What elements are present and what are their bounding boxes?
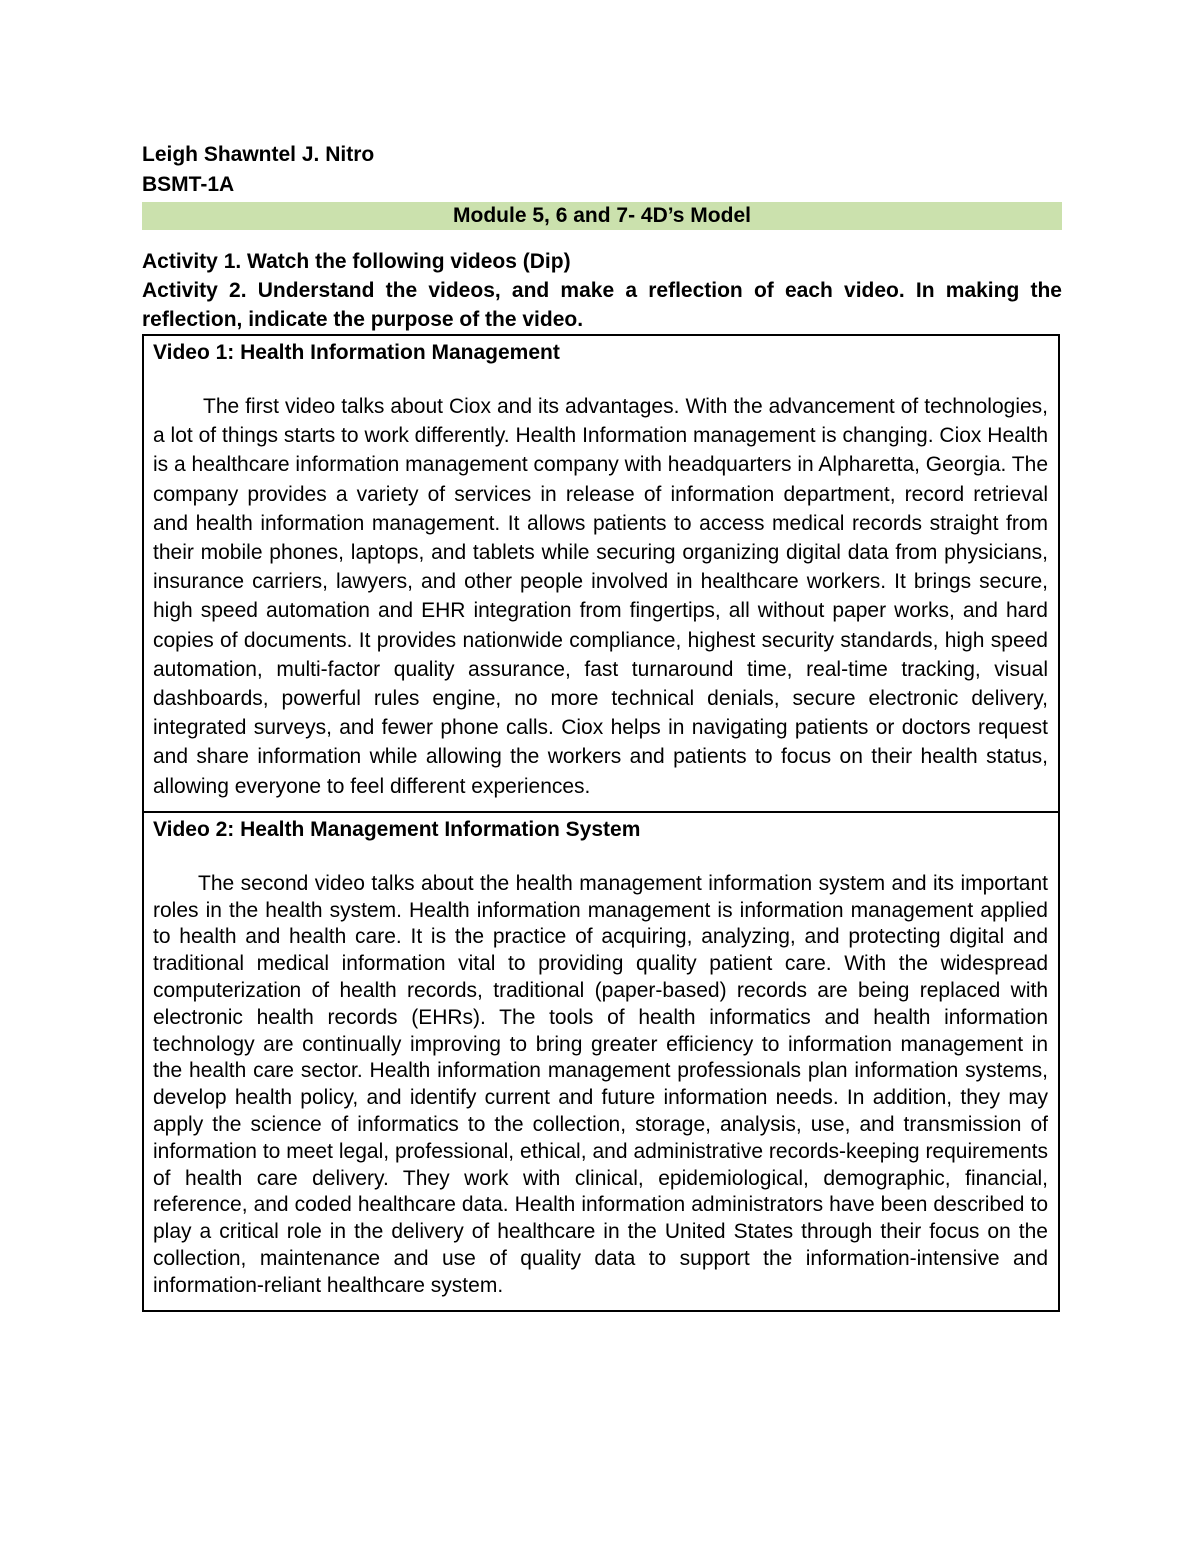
video-1-title: Video 1: Health Information Management (153, 341, 560, 364)
document-page (142, 140, 1062, 1312)
activity-2-instruction: Activity 2. Understand the videos, and make a reflection of each video. In making the reflection, indicate the purpose of the video. (142, 279, 1062, 331)
video-1-reflection: The first video talks about Ciox and its advantages. With the advancement of technologies, a lot of things starts to work differently. Health Information management is changing. Ciox Health is a healthcare information management company with headquarters in Alpharetta, Georgia. The company provides a variety of services in release of information department, record retrieval and health information management. It allows patients to access medical records straight from their mobile phones, laptops, and tablets while securing organizing digital data from physicians, insurance carriers, lawyers, and other people involved in healthcare workers. It brings secure, high speed automation and EHR integration from fingertips, all without paper works, and hard copies of documents. It provides nationwide compliance, highest security standards, high speed automation, multi-factor quality assurance, fast turnaround time, real-time tracking, visual dashboards, powerful rules engine, no more technical denials, secure electronic delivery, integrated surveys, and fewer phone calls. Ciox helps in navigating patients or doctors request and share information while allowing the workers and patients to focus on their health status, allowing everyone to feel different experiences. (153, 395, 1048, 798)
module-title: Module 5, 6 and 7- 4D’s Model (453, 204, 751, 227)
activity-1-instruction: Activity 1. Watch the following videos (Dip) (142, 250, 571, 273)
video-2-reflection: The second video talks about the health management information system and its important roles in the health system. Health information management is information management applied to health and health care. It is the practice of acquiring, analyzing, and protecting digital and traditional medical information vital to providing quality patient care. With the widespread computerization of health records, traditional (paper-based) records are being replaced with electronic health records (EHRs). The tools of health informatics and health information technology are continually improving to bring greater efficiency to information management in the health care sector. Health information management professionals plan information systems, develop health policy, and identify current and future information needs. In addition, they may apply the science of informatics to the collection, storage, analysis, use, and transmission of information to meet legal, professional, ethical, and administrative records-keeping requirements of health care delivery. They work with clinical, epidemiological, demographic, financial, reference, and coded healthcare data. Health information administrators have been described to play a critical role in the delivery of healthcare in the United States through their focus on the collection, maintenance and use of quality data to support the information-intensive and information-reliant healthcare system. (153, 871, 1048, 1297)
video-2-title: Video 2: Health Management Information System (153, 817, 641, 841)
module-title-bar (142, 202, 1062, 230)
video-row (143, 812, 1059, 1311)
video-row (143, 335, 1059, 812)
student-name: Leigh Shawntel J. Nitro (142, 143, 375, 166)
student-section: BSMT-1A (142, 173, 235, 196)
video-cell (143, 812, 1059, 1311)
video-cell (143, 335, 1059, 812)
video-reflection-table (142, 334, 1060, 1312)
